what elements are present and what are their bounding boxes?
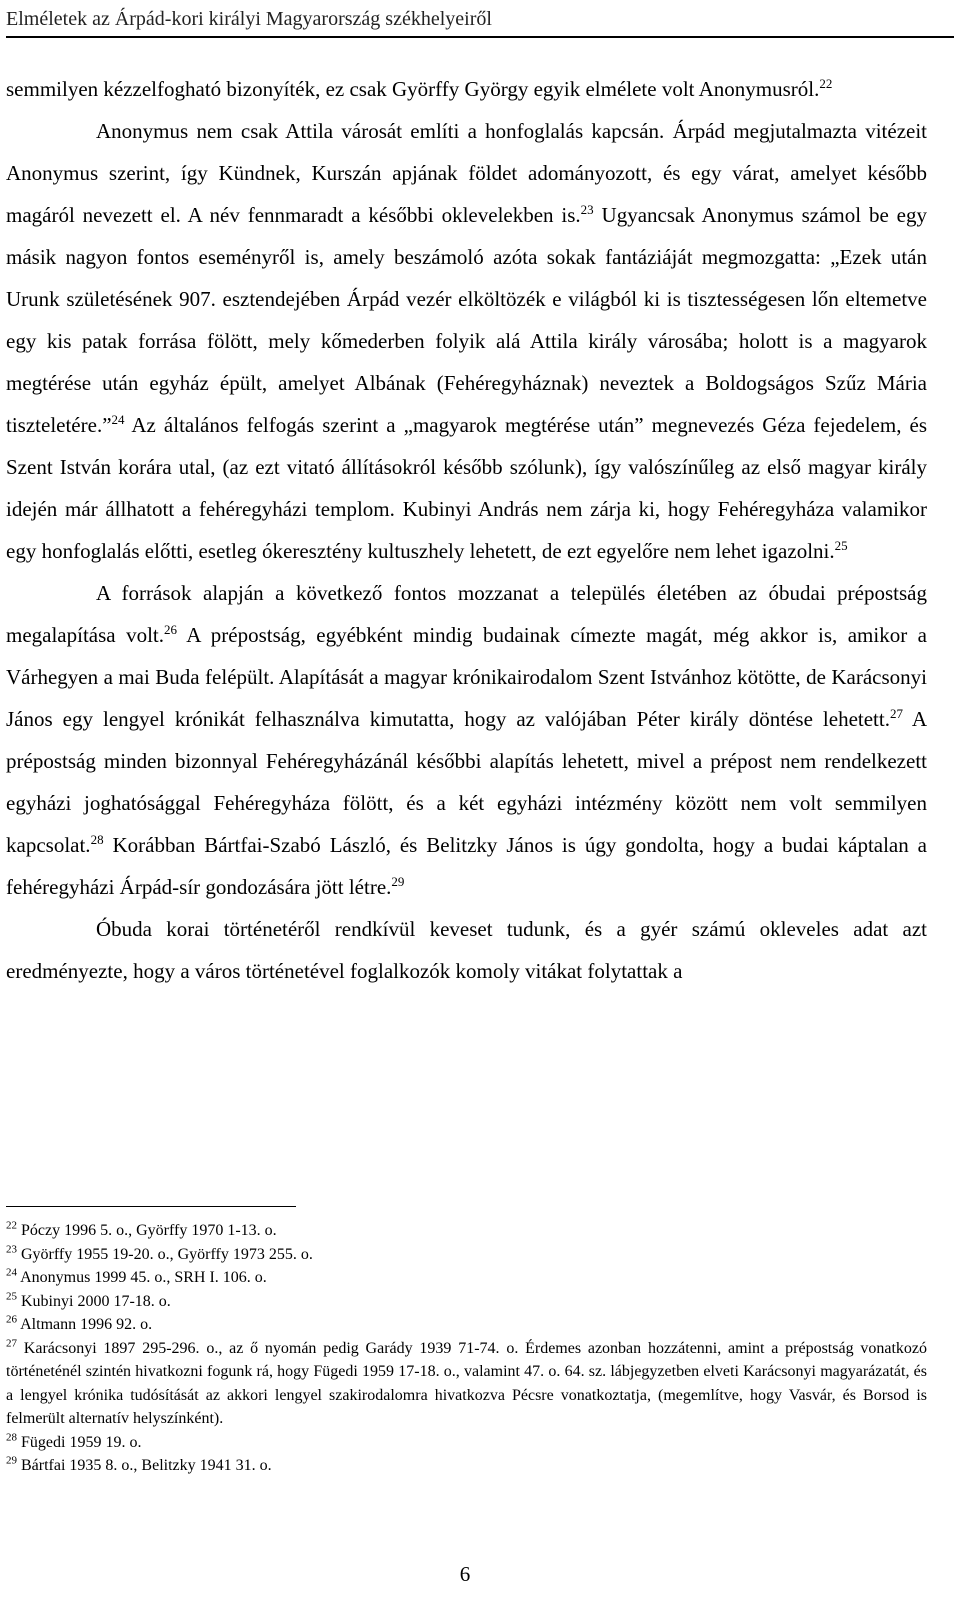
footnote-ref-28[interactable]: 28: [90, 832, 104, 847]
paragraph-2: [6, 110, 927, 572]
footnote-text: Póczy 1996 5. o., Györffy 1970 1-13. o.: [17, 1222, 277, 1239]
footnote-25: [6, 1290, 927, 1314]
footnote-number: 22: [6, 1219, 17, 1232]
paragraph-text: semmilyen kézzelfogható bizonyíték, ez csak Györffy György egyik elmélete volt Anonymusról.: [6, 77, 820, 101]
paragraph-text: A prépostság, egyébként mindig budainak címezte magát, még akkor is, amikor a Várhegyen a mai Buda felépült. Alapítását a magyar krónikairodalom Szent Istvánhoz kötötte, de Karácsonyi János egy lengyel krónikát felhasználva kimutatta, hogy az valójában Péter király döntése lehetett.: [6, 623, 927, 731]
footnote-number: 25: [6, 1290, 17, 1303]
paragraph-text: Ugyancsak Anonymus számol be egy másik nagyon fontos eseményről is, amely beszámoló azóta sokak fantáziáját megmozgatta: „Ezek után Urunk születésének 907. esztendejében Árpád vezér elköltözék e világból ki is tisztességesen lőn eltemetve egy kis patak forrása fölött, mely kőmederben folyik alá Attila király városába; holott is a magyarok megtérése után egyház épült, amelyet Albának (Fehéregyháznak) neveztek a Boldogságos Szűz Mária tiszteletére.”: [6, 203, 927, 437]
footnote-29: [6, 1454, 927, 1478]
paragraph-text: A prépostság minden bizonnyal Fehéregyházánál későbbi alapítás lehetett, mivel a prépost nem rendelkezett egyházi joghatósággal Fehéregyháza fölött, és a két egyházi intézmény között nem volt semmilyen kapcsolat.: [6, 707, 927, 857]
footnote-separator: [6, 1206, 296, 1207]
main-text: [6, 68, 927, 992]
footnote-ref-26[interactable]: 26: [164, 622, 177, 637]
footnote-number: 24: [6, 1266, 17, 1279]
footnote-number: 26: [6, 1313, 17, 1326]
paragraph-text: Anonymus nem csak Attila városát említi a honfoglalás kapcsán. Árpád megjutalmazta vitézeit Anonymus szerint, így Kündnek, Kurszán apjának földet adományozott, és egy várat, amelyet később magáról nevezett el. A név fennmaradt a későbbi oklevelekben is.: [6, 119, 927, 227]
footnote-text: Karácsonyi 1897 295-296. o., az ő nyomán pedig Garády 1939 71-74. o. Érdemes azonban hozzátenni, amint a prépostság vonatkozó történeténél szintén hivatkozni fogunk rá, hogy Fügedi 1959 17-18. o., valamint 47. o. 64. sz. lábjegyzetben elveti Karácsonyi magyarázatát, és a lengyel krónika tudósítását az akkori lengyel szakirodalomra hivatkozva Pécsre vonatkoztatja, (megemlítve, hogy Vasvár, és Borsod is felmerült alternatív helyszínként).: [6, 1339, 927, 1427]
footnote-number: 29: [6, 1454, 17, 1467]
paragraph-1: [6, 68, 927, 110]
footnote-text: Györffy 1955 19-20. o., Györffy 1973 255. o.: [17, 1245, 313, 1263]
footnote-24: [6, 1266, 927, 1290]
running-header: [6, 0, 954, 40]
footnote-text: Fügedi 1959 19. o.: [17, 1433, 142, 1451]
footnote-ref-27[interactable]: 27: [889, 706, 903, 721]
paragraph-text: Óbuda korai történetéről rendkívül keveset tudunk, és a gyér számú okleveles adat azt eredményezte, hogy a város történetével foglalkozók komoly vitákat folytattak a: [6, 917, 927, 983]
paragraph-text: Az általános felfogás szerint a „magyarok megtérése után” megnevezés Géza fejedelem, és Szent István korára utal, (az ezt vitató állításokról később szólunk), így valószínűleg az első magyar király idején már állhatott a fehéregyházi templom. Kubinyi András nem zárja ki, hogy Fehéregyháza valamikor egy honfoglalás előtti, esetleg ókeresztény kultuszhely lehetett, de ezt egyelőre nem lehet igazolni.: [6, 413, 927, 563]
paragraph-4: [6, 908, 927, 992]
footnote-text: Kubinyi 2000 17-18. o.: [17, 1292, 171, 1310]
footnote-number: 27: [6, 1337, 17, 1350]
footnote-text: Anonymus 1999 45. o., SRH I. 106. o.: [17, 1269, 267, 1286]
footnote-number: 28: [6, 1431, 17, 1444]
paragraph-text: A források alapján a következő fontos mozzanat a település életében az óbudai prépostság megalapítása volt.: [6, 581, 927, 647]
footnote-ref-23[interactable]: 23: [580, 202, 594, 217]
footnote-number: 23: [6, 1243, 17, 1256]
footnote-ref-24[interactable]: 24: [111, 412, 125, 427]
footnote-ref-25[interactable]: 25: [834, 538, 848, 553]
footnote-26: [6, 1313, 927, 1337]
footnote-text: Altmann 1996 92. o.: [17, 1316, 153, 1333]
header-title: Elméletek az Árpád-kori királyi Magyarország székhelyeiről: [6, 8, 492, 30]
footnotes: [6, 1219, 927, 1478]
footnote-22: [6, 1219, 927, 1243]
footnote-27: [6, 1337, 927, 1431]
footnote-28: [6, 1431, 927, 1455]
footnote-ref-29[interactable]: 29: [391, 874, 405, 889]
footnote-text: Bártfai 1935 8. o., Belitzky 1941 31. o.: [17, 1457, 272, 1474]
footnote-23: [6, 1243, 927, 1267]
footnote-ref-22[interactable]: 22: [819, 76, 833, 91]
paragraph-3: [6, 572, 927, 908]
page-number: 6: [459, 1562, 471, 1586]
paragraph-text: Korábban Bártfai-Szabó László, és Belitzky János is úgy gondolta, hogy a budai káptalan a fehéregyházi Árpád-sír gondozására jött létre.: [6, 833, 927, 899]
header-rule: [6, 36, 954, 38]
